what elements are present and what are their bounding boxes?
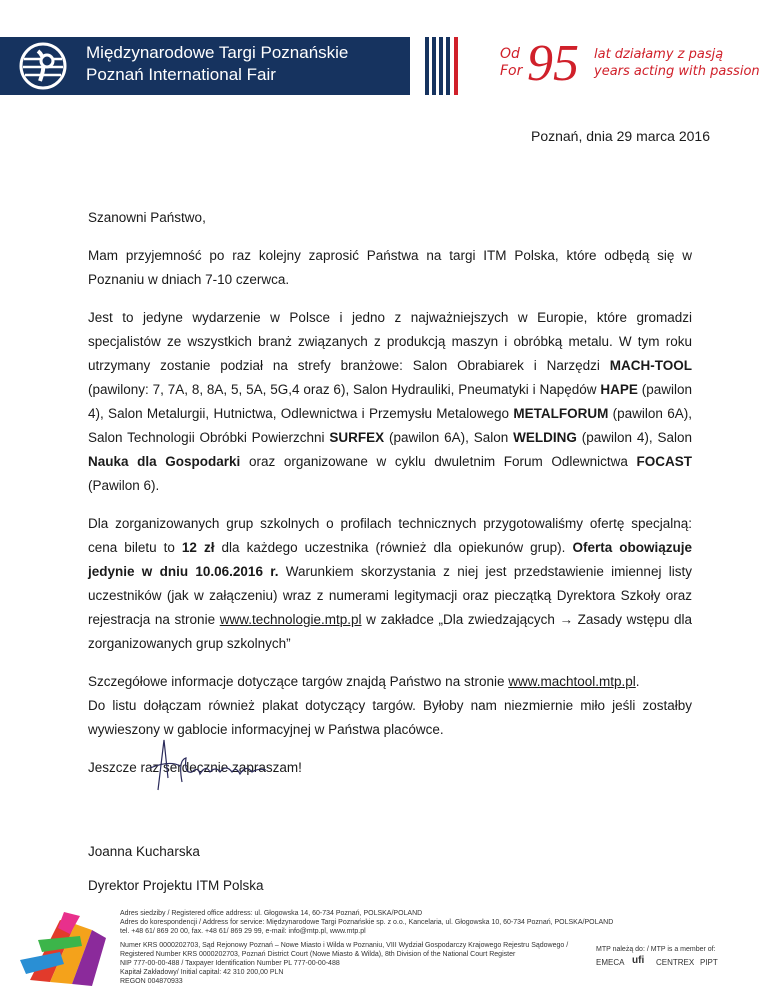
since-label: [500, 46, 522, 80]
footer-line: REGON 004870933: [120, 978, 183, 985]
mtp-globe-logo-icon: [18, 41, 68, 91]
handwritten-signature: [140, 730, 290, 800]
tagline-pl: lat działamy z pasją: [594, 47, 724, 62]
header-stripes: [411, 37, 461, 95]
pipt-logo: PIPT: [700, 958, 718, 967]
signer-block: [88, 840, 264, 898]
paragraph-invitation: Mam przyjemność po raz kolejny zaprosić Państwa na targi ITM Polska, które odbędą się w Poznaniu w dniach 7-10 czerwca.: [88, 248, 692, 287]
paragraph-group-offer: Dla zorganizowanych grup szkolnych o profilach technicznych przygotowaliśmy ofertę specjalną: cena biletu to 12 zł dla każdego uczestnika (również dla opiekunów grup). Oferta obowiązuje jedynie w dniu 10.06.2016 r. Warunkiem skorzystania z niej jest przedstawienie imiennej listy uczestników (jak w załączeniu) wraz z numerami legitymacji oraz pieczątką Dyrektora Szkoły oraz rejestracja na stronie www.technologie.mtp.pl w zakładce „Dla zwiedzających → Zasady wstępu dla zorganizowanych grup szkolnych”: [88, 516, 693, 651]
tagline-en: years acting with passion: [594, 64, 760, 79]
technologie-link[interactable]: www.technologie.mtp.pl: [219, 612, 362, 627]
footer-line: Adres do korespondencji / Address for service: Międzynarodowe Targi Poznańskie sp. z o.o., Kancelaria, ul. Głogowska 10, 60-734 Poznań, POLSKA/POLAND: [120, 919, 614, 926]
centrex-logo: CENTREX: [656, 958, 695, 967]
footer-line: NIP 777-00-00-488 / Taxpayer Identification Number PL 777-00-00-488: [120, 960, 340, 967]
since-pl: Od: [500, 46, 520, 62]
years-number: 95: [527, 35, 579, 92]
closing-line: Jeszcze raz serdecznie zapraszam!: [88, 760, 302, 775]
signer-title: Dyrektor Projektu ITM Polska: [88, 878, 264, 893]
members-label: MTP należą do: / MTP is a member of:: [596, 946, 716, 953]
footer-legal: [120, 909, 640, 986]
footer-line: Adres siedziby / Registered office address: ul. Głogowska 14, 60-734 Poznań, POLSKA/POLAND: [120, 910, 423, 917]
footer-line: Numer KRS 0000202703, Sąd Rejonowy Poznań – Nowe Miasto i Wilda w Poznaniu, VIII Wydział Gospodarczy Krajowego Rejestru Sądowego /: [120, 942, 569, 949]
emeca-logo: EMECA: [596, 958, 625, 967]
company-name: [86, 42, 348, 86]
ufi-logo: ufi: [632, 955, 645, 966]
company-name-en: Poznań International Fair: [86, 65, 276, 84]
footer-line: Registered Number KRS 0000202703, Poznań District Court (Nowe Miasto & Wilda), 8th Division of the National Court Register: [120, 951, 516, 958]
machtool-link[interactable]: www.machtool.mtp.pl: [508, 674, 636, 689]
letter-date: Poznań, dnia 29 marca 2016: [530, 128, 710, 144]
signer-name: Joanna Kucharska: [88, 844, 200, 859]
paragraph-poster: Do listu dołączam również plakat dotyczący targów. Byłoby nam niezmiernie miło jeśli zostałby wywieszony w gablocie informacyjnej w Państwa placówce.: [88, 698, 692, 737]
fair-colorful-logo-icon: [20, 910, 110, 988]
footer-line: tel. +48 61/ 869 20 00, fax. +48 61/ 869 29 99, e-mail: info@mtp.pl, www.mtp.pl: [120, 928, 366, 935]
tagline: [594, 46, 760, 80]
paragraph-details: Szczegółowe informacje dotyczące targów znajdą Państwo na stronie www.machtool.mtp.pl.: [88, 674, 640, 689]
footer-line: Kapitał Zakładowy/ Initial capital: 42 310 200,00 PLN: [120, 969, 284, 976]
company-name-pl: Międzynarodowe Targi Poznańskie: [86, 43, 349, 62]
salutation: Szanowni Państwo,: [88, 210, 206, 225]
letter-body: [88, 206, 692, 780]
since-en: For: [500, 63, 523, 79]
paragraph-event-description: Jest to jedyne wydarzenie w Polsce i jedno z najważniejszych w Europie, które gromadzi specjalistów ze wszystkich branż związanych z produkcją maszyn i obróbką metalu. W tym roku utrzymany zostanie podział na strefy branżowe: Salon Obrabiarek i Narzędzi MACH-TOOL (pawilony: 7, 7A, 8, 8A, 5, 5A, 5G,4 oraz 6), Salon Hydrauliki, Pneumatyki i Napędów HAPE (pawilon 4), Salon Metalurgii, Hutnictwa, Odlewnictwa i Przemysłu Metalowego METALFORUM (pawilon 6A), Salon Technologii Obróbki Powierzchni SURFEX (pawilon 6A), Salon WELDING (pawilon 4), Salon Nauka dla Gospodarki oraz organizowane w cyklu dwuletnim Forum Odlewnictwa FOCAST (Pawilon 6).: [88, 310, 692, 493]
